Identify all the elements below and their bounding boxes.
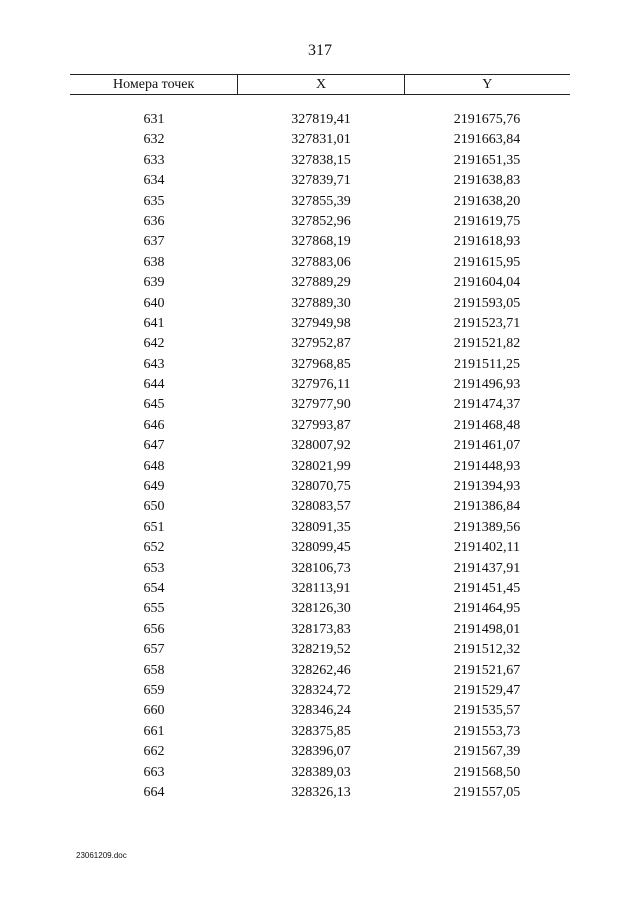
point-number-cell: 635 (143, 193, 165, 209)
y-coordinate-cell: 2191496,93 (453, 377, 521, 393)
y-coordinate-cell: 2191437,91 (453, 560, 521, 576)
point-number-cell: 652 (143, 540, 165, 556)
x-coordinate-cell: 328326,13 (291, 784, 351, 800)
table-row (70, 355, 570, 375)
y-coordinate-cell: 2191521,82 (453, 336, 521, 352)
x-coordinate-cell: 328106,73 (291, 560, 351, 576)
y-coordinate-cell: 2191615,95 (453, 254, 521, 270)
x-coordinate-cell: 327868,19 (291, 234, 351, 250)
point-number-cell: 640 (143, 295, 165, 311)
point-number-cell: 644 (143, 377, 165, 393)
table-row (70, 620, 570, 640)
header-point-numbers: Номера точек (113, 77, 195, 92)
table-row (70, 599, 570, 619)
table-row (70, 110, 570, 130)
table-row (70, 375, 570, 395)
y-coordinate-cell: 2191593,05 (453, 295, 521, 311)
x-coordinate-cell: 327852,96 (291, 213, 351, 229)
point-number-cell: 657 (143, 642, 165, 658)
table-row (70, 763, 570, 783)
point-number-cell: 631 (143, 112, 165, 127)
y-coordinate-cell: 2191638,20 (453, 193, 521, 209)
table-row (70, 497, 570, 517)
table-row (70, 640, 570, 660)
point-number-cell: 656 (143, 621, 165, 637)
footer-filename: 23061209.doc (76, 851, 127, 860)
table-row (70, 314, 570, 334)
table-row (70, 518, 570, 538)
y-coordinate-cell: 2191567,39 (453, 744, 521, 760)
y-coordinate-cell: 2191512,32 (453, 642, 521, 658)
y-coordinate-cell: 2191535,57 (453, 703, 521, 719)
x-coordinate-cell: 327855,39 (291, 193, 351, 209)
page-number: 317 (308, 42, 332, 59)
table-row (70, 416, 570, 436)
table-row (70, 681, 570, 701)
y-coordinate-cell: 2191521,67 (453, 662, 521, 678)
point-number-cell: 655 (143, 601, 165, 617)
y-coordinate-cell: 2191394,93 (453, 479, 521, 495)
y-coordinate-cell: 2191675,76 (453, 112, 521, 127)
x-coordinate-cell: 328099,45 (291, 540, 351, 556)
table-row (70, 661, 570, 681)
point-number-cell: 633 (143, 152, 165, 168)
header-x: X (237, 75, 403, 94)
table-row (70, 151, 570, 171)
x-coordinate-cell: 327839,71 (291, 173, 351, 189)
point-number-cell: 650 (143, 499, 165, 515)
point-number-cell: 658 (143, 662, 165, 678)
table-row (70, 722, 570, 742)
table-row (70, 538, 570, 558)
table-row (70, 742, 570, 762)
x-coordinate-cell: 327831,01 (291, 132, 351, 148)
point-number-cell: 637 (143, 234, 165, 250)
y-coordinate-cell: 2191389,56 (453, 519, 521, 535)
table-row (70, 212, 570, 232)
table-row (70, 334, 570, 354)
x-coordinate-cell: 328091,35 (291, 519, 351, 535)
y-coordinate-cell: 2191474,37 (453, 397, 521, 413)
header-y: Y (404, 75, 570, 94)
x-coordinate-cell: 327889,30 (291, 295, 351, 311)
point-number-cell: 643 (143, 356, 165, 372)
point-number-cell: 659 (143, 682, 165, 698)
table-row (70, 701, 570, 721)
table-row (70, 477, 570, 497)
x-coordinate-cell: 327889,29 (291, 275, 351, 291)
table-row (70, 783, 570, 803)
table-row (70, 273, 570, 293)
x-coordinate-cell: 328021,99 (291, 458, 351, 474)
y-coordinate-cell: 2191651,35 (453, 152, 521, 168)
x-coordinate-cell: 328219,52 (291, 642, 351, 658)
x-coordinate-cell: 327993,87 (291, 417, 351, 433)
x-coordinate-cell: 328375,85 (291, 723, 351, 739)
y-coordinate-cell: 2191468,48 (453, 417, 521, 433)
y-coordinate-cell: 2191461,07 (453, 438, 521, 454)
x-coordinate-cell: 328262,46 (291, 662, 351, 678)
point-number-cell: 646 (143, 417, 165, 433)
table-row (70, 171, 570, 191)
point-number-cell: 632 (143, 132, 165, 148)
point-number-cell: 660 (143, 703, 165, 719)
table-row (70, 253, 570, 273)
y-coordinate-cell: 2191553,73 (453, 723, 521, 739)
y-coordinate-cell: 2191638,83 (453, 173, 521, 189)
point-number-cell: 645 (143, 397, 165, 413)
point-number-cell: 654 (143, 580, 165, 596)
x-coordinate-cell: 327977,90 (291, 397, 351, 413)
x-coordinate-cell: 328389,03 (291, 764, 351, 780)
point-number-cell: 647 (143, 438, 165, 454)
point-number-cell: 634 (143, 173, 165, 189)
y-coordinate-cell: 2191451,45 (453, 580, 521, 596)
x-coordinate-cell: 328346,24 (291, 703, 351, 719)
point-number-cell: 661 (143, 723, 165, 739)
x-coordinate-cell: 328126,30 (291, 601, 351, 617)
table-row (70, 559, 570, 579)
table-row (70, 436, 570, 456)
x-coordinate-cell: 327952,87 (291, 336, 351, 352)
x-coordinate-cell: 328007,92 (291, 438, 351, 454)
point-number-cell: 638 (143, 254, 165, 270)
table-row (70, 395, 570, 415)
table-row (70, 294, 570, 314)
y-coordinate-cell: 2191619,75 (453, 213, 521, 229)
y-coordinate-cell: 2191402,11 (454, 540, 520, 556)
point-number-cell: 649 (143, 479, 165, 495)
point-number-cell: 653 (143, 560, 165, 576)
point-number-cell: 663 (143, 764, 165, 780)
point-number-cell: 648 (143, 458, 165, 474)
x-coordinate-cell: 328070,75 (291, 479, 351, 495)
x-coordinate-cell: 327819,41 (291, 112, 351, 127)
header-rule-bottom (70, 94, 570, 95)
y-coordinate-cell: 2191557,05 (453, 784, 521, 800)
x-coordinate-cell: 327838,15 (291, 152, 351, 168)
y-coordinate-cell: 2191568,50 (453, 764, 521, 780)
y-coordinate-cell: 2191386,84 (453, 499, 521, 515)
y-coordinate-cell: 2191464,95 (453, 601, 521, 617)
point-number-cell: 639 (143, 275, 165, 291)
y-coordinate-cell: 2191663,84 (453, 132, 521, 148)
point-number-cell: 642 (143, 336, 165, 352)
y-coordinate-cell: 2191604,04 (453, 275, 521, 291)
table-row (70, 232, 570, 252)
point-number-cell: 636 (143, 213, 165, 229)
y-coordinate-cell: 2191523,71 (453, 315, 521, 331)
y-coordinate-cell: 2191529,47 (453, 682, 521, 698)
x-coordinate-cell: 328173,83 (291, 621, 351, 637)
y-coordinate-cell: 2191448,93 (453, 458, 521, 474)
y-coordinate-cell: 2191511,25 (454, 356, 520, 372)
x-coordinate-cell: 328083,57 (291, 499, 351, 515)
table-header (70, 75, 570, 94)
table-row (70, 192, 570, 212)
table-body (70, 110, 570, 803)
point-number-cell: 664 (143, 784, 165, 800)
y-coordinate-cell: 2191618,93 (453, 234, 521, 250)
x-coordinate-cell: 327883,06 (291, 254, 351, 270)
x-coordinate-cell: 328324,72 (291, 682, 351, 698)
x-coordinate-cell: 328396,07 (291, 744, 351, 760)
point-number-cell: 641 (143, 315, 165, 331)
x-coordinate-cell: 327968,85 (291, 356, 351, 372)
point-number-cell: 662 (143, 744, 165, 760)
y-coordinate-cell: 2191498,01 (453, 621, 521, 637)
table-row (70, 579, 570, 599)
table-row (70, 130, 570, 150)
x-coordinate-cell: 327976,11 (291, 377, 351, 393)
x-coordinate-cell: 327949,98 (291, 315, 351, 331)
table-row (70, 457, 570, 477)
point-number-cell: 651 (143, 519, 165, 535)
x-coordinate-cell: 328113,91 (291, 580, 351, 596)
